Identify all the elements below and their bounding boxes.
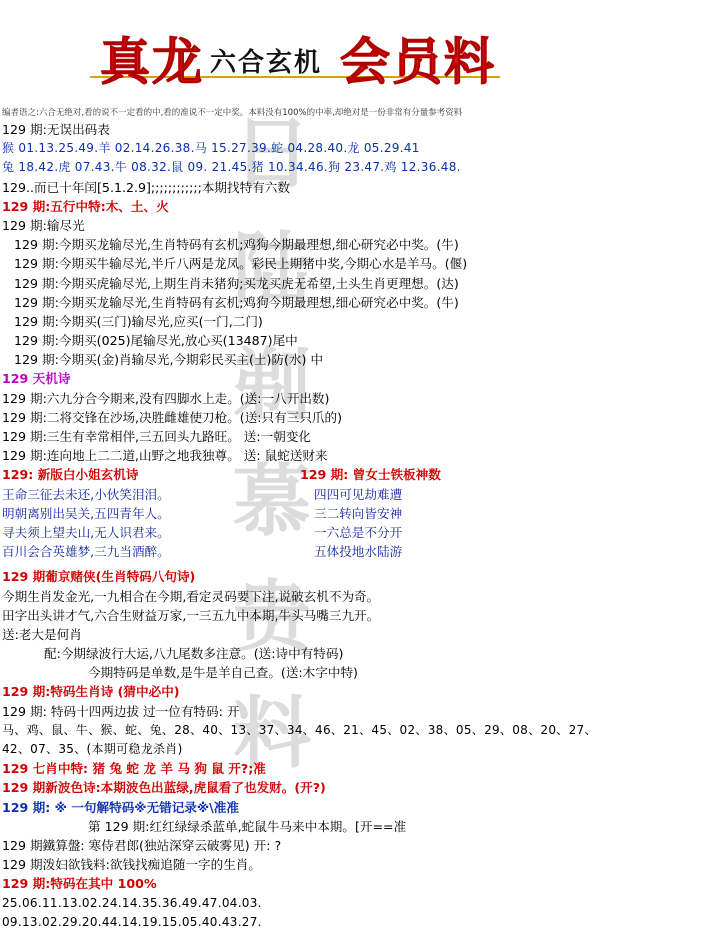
text-line: 129 期:连向地上二二道,山野之地我独尊。 送: 鼠蛇送财来	[2, 448, 328, 464]
text-line: 129 期:二将交锋在沙场,决胜雌雄使刀枪。(送:只有三只爪的)	[2, 409, 343, 425]
text-line: 129 期:无误出码表	[2, 122, 110, 137]
two-column-row	[2, 485, 716, 504]
watermark-char: 贵	[232, 572, 311, 663]
title-char: 合	[238, 48, 265, 78]
text-line: 42、07、35、(本期可稳龙杀肖)	[2, 742, 183, 756]
text-line: 第 129 期:红红绿绿杀蓝单,蛇鼠牛马来中本期。[开==准	[88, 818, 407, 834]
section-heading: 129 期新波色诗:本期波色出蓝绿,虎鼠看了也发财。(开?)	[2, 780, 326, 796]
text-line: 129 期:输尽光	[2, 217, 85, 233]
watermark-char: 慕	[232, 456, 311, 547]
section-heading: 129 期: ※ 一句解特码※无错记录※\准准	[2, 799, 239, 815]
two-column-row	[2, 542, 716, 561]
text-line: 129 期:今期买虎输尽光,上期生肖未猪狗;买龙买虎无希望,土头生肖更理想。(达)	[14, 275, 459, 291]
text-line: 129 期:三生有幸常相伴,三五回头九路旺。 送:一朝变化	[2, 429, 312, 444]
title-char: 员	[392, 32, 442, 91]
title-char: 龙	[152, 32, 202, 91]
section-heading: 129 七肖中特: 猪 兔 蛇 龙 羊 马 狗 鼠 开?;准	[2, 761, 266, 777]
section-heading: 129: 新版白小姐玄机诗	[2, 467, 139, 483]
text-line: 129 期:今期买(三门)输尽光,应买(一门,二门)	[14, 313, 263, 329]
main-content	[2, 120, 716, 932]
text-line: 129 期泼妇欲钱料:欲钱找痴追随一字的生肖。	[2, 857, 261, 873]
text-line: 田字出头讲才气,六合生财益万家,一三五九中本期,牛头马嘴三九开。	[2, 607, 380, 623]
title-char: 会	[340, 32, 390, 91]
text-line: 129 期:六九分合今期来,没有四脚水上走。(送:一八开出数)	[2, 390, 330, 406]
poem-line: 一六总是不分开	[314, 524, 403, 540]
text-line: 129 期鐵算盤: 寒侍君郎(独站深穿云破雾见) 开: ?	[2, 837, 282, 853]
watermark-char: 日	[232, 108, 311, 199]
section-heading: 129 期:特码在其中 100%	[2, 876, 157, 892]
text-line: 今期生肖发金光,一九相合在今期,看定灵码要下注,说破玄机不为奇。	[2, 588, 380, 604]
text-line: 马、鸡、鼠、牛、猴、蛇、兔、28、40、13、37、34、46、21、45、02、38、05、29、08、20、27、	[2, 722, 597, 737]
text-line: 129 期:今期买牛输尽光,半斤八两是龙凤。彩民上期猪中奖,今期心水是羊马。(偃)	[14, 256, 468, 272]
two-column-row	[2, 465, 716, 484]
page-title	[100, 22, 520, 91]
text-line: 129..而已十年闰[5.1.2.9];;;;;;;;;;;;本期找特有六数	[2, 179, 290, 195]
watermark-char: 剃	[232, 340, 311, 431]
poem-line: 寻夫须上望夫山,无人识君来。	[2, 524, 170, 540]
text-line: 129 期:今期买(金)肖输尽光,今期彩民买主(土)防(水) 中	[14, 352, 324, 368]
two-column-row	[2, 523, 716, 542]
zodiac-number-table: 猴 01.13.25.49.羊 02.14.26.38.马 15.27.39.蛇 04.28.40.龙 05.29.41	[2, 141, 420, 156]
poem-line: 百川会合英雄梦,三九当酒醉。	[2, 544, 170, 560]
text-line: 129 期:今期买(025)尾输尽光,放心买(13487)尾中	[14, 333, 298, 349]
number-list: 25.06.11.13.02.24.14.35.36.49.47.04.03.	[2, 895, 262, 910]
number-list: 09.13.02.29.20.44.14.19.15.05.40.43.27.	[2, 914, 262, 929]
poem-line: 五体投地水陆游	[314, 544, 403, 560]
poem-line: 王命三征去未还,小伙笑泪泪。	[2, 486, 170, 502]
poem-line: 四四可见劫难遭	[314, 486, 403, 502]
text-line: 配:今期绿波行大运,八九尾数多注意。(送:诗中有特码)	[44, 646, 344, 662]
text-line: 今期特码是单数,是牛是羊自己查。(送:木字中特)	[88, 665, 358, 681]
poem-line: 明朝离别出吴关,五四青年人。	[2, 505, 170, 521]
watermark-char: 料	[232, 688, 311, 779]
zodiac-number-table: 兔 18.42.虎 07.43.牛 08.32.鼠 09. 21.45.猪 10.34.46.狗 23.47.鸡 12.36.48.	[2, 160, 461, 175]
title-char: 机	[294, 48, 321, 78]
section-heading: 129 期:五行中特:木、土、火	[2, 198, 169, 214]
poem-line: 三二转向皆安神	[314, 505, 403, 521]
title-char: 真	[100, 32, 150, 91]
title-char: 玄	[266, 48, 293, 78]
section-heading: 129 期葡京赌侠(生肖特码八句诗)	[2, 569, 196, 585]
section-heading: 129 期:特码生肖诗 (猜中必中)	[2, 684, 180, 700]
text-line: 送:老大是何肖	[2, 626, 82, 642]
watermark-char: 陆	[232, 224, 311, 315]
section-heading: 129 天机诗	[2, 371, 71, 387]
title-char: 料	[444, 32, 494, 91]
disclaimer-text: 编者语之:六合无绝对,看的说不一定看的中,看的准说不一定中奖。本料没有100%的中率,却绝对是一份非常有分量参考资料	[2, 108, 463, 118]
title-char: 六	[210, 48, 237, 78]
section-heading: 129 期: 曾女士铁板神数	[300, 467, 441, 483]
text-line: 129 期:今期买龙输尽光,生肖特码有玄机;鸡狗今期最理想,细心研究必中奖。(牛)	[14, 294, 459, 310]
text-line: 129 期: 特码十四两边拔 过一位有特码: 开	[2, 703, 240, 719]
two-column-row	[2, 504, 716, 523]
text-line: 129 期:今期买龙输尽光,生肖特码有玄机;鸡狗今期最理想,细心研究必中奖。(牛)	[14, 237, 459, 253]
